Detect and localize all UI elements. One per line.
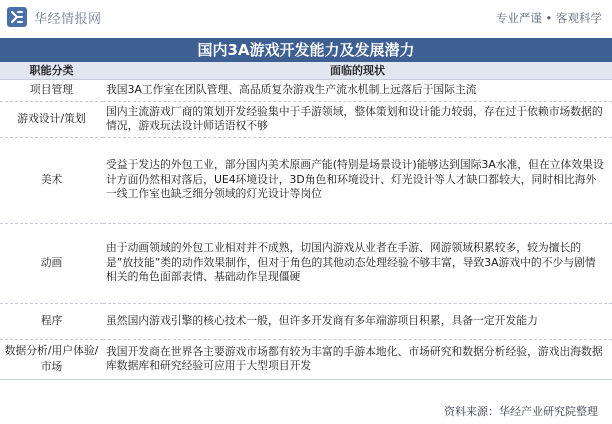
row-category: 动画 — [0, 223, 103, 303]
row-status: 国内主流游戏厂商的策划开发经验集中于手游领域，整体策划和设计能力较弱，存在过于依赖市场数据的情况，游戏玩法设计师话语权不够 — [103, 101, 612, 137]
row-status: 我国开发商在世界各主要游戏市场都有较为丰富的手游本地化、市场研究和数据分析经验，游戏出海数据库数据库和研究经验可应用于大型项目开发 — [103, 339, 612, 379]
table-header-row — [0, 62, 612, 79]
column-header-category: 职能分类 — [0, 62, 103, 79]
row-category: 数据分析/用户体验/市场 — [0, 339, 103, 379]
table-row — [0, 137, 612, 223]
row-status: 虽然国内游戏引擎的核心技术一般，但许多开发商有多年端游项目积累，具备一定开发能力 — [103, 303, 612, 339]
row-status: 受益于发达的外包工业，部分国内美术原画产能(特别是场景设计)能够达到国际3A水准，但在立体效果设计方面仍然相对落后，UE4环境设计，3D角色和环境设计、灯光设计等人才缺口都较大，同时相比海外一线工作室也缺乏细分领域的灯光设计等岗位 — [103, 137, 612, 223]
row-category: 美术 — [0, 137, 103, 223]
column-header-status: 面临的现状 — [103, 62, 612, 79]
huajing-logo-icon — [6, 6, 28, 28]
row-category: 项目管理 — [0, 79, 103, 101]
brand-name: 华经情报网 — [34, 11, 102, 27]
slogan: 专业严谨 • 客观科学 — [495, 11, 602, 25]
row-category: 游戏设计/策划 — [0, 101, 103, 137]
source-note: 资料来源：华经产业研究院整理 — [444, 405, 598, 418]
header — [0, 0, 612, 36]
table-row — [0, 339, 612, 379]
table-row — [0, 101, 612, 137]
capability-table — [0, 62, 612, 380]
row-category: 程序 — [0, 303, 103, 339]
row-status: 由于动画领域的外包工业相对并不成熟，切国内游戏从业者在手游、网游领域积累较多，较为擅长的是”放技能”类的动作效果制作，但对于角色的其他动态处理经验不够丰富，导致3A游戏中的不少与剧情相关的角色面部表情、基础动作呈现僵硬 — [103, 223, 612, 303]
brand — [6, 6, 102, 28]
table-row — [0, 223, 612, 303]
table-row — [0, 79, 612, 101]
table-row — [0, 303, 612, 339]
page-title: 国内3A游戏开发能力及发展潜力 — [0, 38, 612, 62]
row-status: 我国3A工作室在团队管理、高品质复杂游戏生产流水机制上远落后于国际主流 — [103, 79, 612, 101]
